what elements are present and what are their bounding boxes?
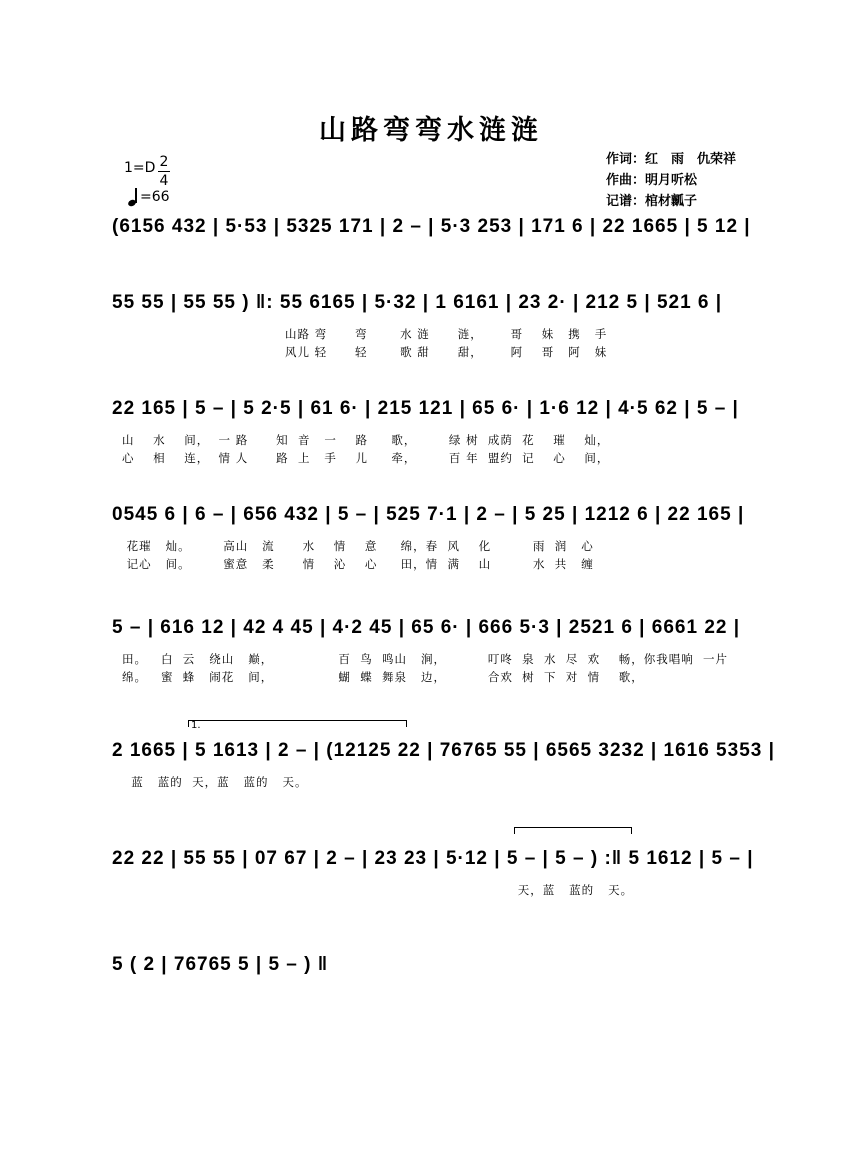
- lyric-verse-2: 心 相 连， 情 人 路 上 手 儿 牵， 百 年 盟约 记 心 间，: [122, 451, 610, 465]
- volta-bracket-2: [514, 827, 632, 834]
- score-line-8: [0, 954, 862, 1054]
- score-line-6: [0, 740, 862, 840]
- notes-line: 5 – | 616 12 | 42 4 45 | 4·2 45 | 65 6· | 666 5·3 | 2521 6 | 6661 22 |: [112, 617, 741, 638]
- tempo-marking: [128, 188, 170, 206]
- key-signature: 1=D: [124, 160, 156, 176]
- score-line-4: [0, 504, 862, 604]
- composer-credit: 作曲：明月听松: [606, 173, 698, 188]
- lyric-verse-1: 山 水 间， 一 路 知 音 一 路 歌， 绿 树 成荫 花 璀 灿，: [122, 433, 610, 447]
- song-title: 山路弯弯水涟涟: [319, 115, 543, 146]
- volta-number: 1.: [191, 720, 201, 731]
- notes-line: 2 1665 | 5 1613 | 2 – | (12125 22 | 76765 55 | 6565 3232 | 1616 5353 |: [112, 740, 775, 761]
- tempo-value: =66: [140, 189, 170, 205]
- notes-line: 0545 6 | 6 – | 656 432 | 5 – | 525 7·1 | 2 – | 5 25 | 1212 6 | 22 165 |: [112, 504, 745, 525]
- lyric-verse-1: 蓝 蓝的 天，蓝 蓝的 天。: [122, 775, 308, 789]
- notes-line: 22 165 | 5 – | 5 2·5 | 61 6· | 215 121 | 65 6· | 1·6 12 | 4·5 62 | 5 – |: [112, 398, 739, 419]
- lyric-verse-2: 风儿 轻 轻 歌 甜 甜， 阿 哥 阿 妹: [122, 345, 608, 359]
- time-signature: [158, 154, 170, 189]
- score-line-5: [0, 617, 862, 717]
- notes-line: (6156 432 | 5·53 | 5325 171 | 2 – | 5·3 253 | 171 6 | 22 1665 | 5 12 |: [112, 216, 751, 237]
- credits: [606, 149, 736, 212]
- notes-line: 5 ( 2 | 76765 5 | 5 – ) ‖: [112, 954, 329, 975]
- notes-line: 55 55 | 55 55 ) ‖: 55 6165 | 5·32 | 1 6161 | 23 2· | 212 5 | 521 6 |: [112, 292, 723, 313]
- time-bottom: 4: [159, 173, 169, 189]
- lyricist-credit: 作词：红 雨 仇荣祥: [606, 152, 737, 167]
- score-line-3: [0, 398, 862, 498]
- transcriber-credit: 记谱：棺材瓤子: [606, 194, 698, 209]
- lyric-verse-2: 记心 间。 蜜意 柔 情 沁 心 田，情 满 山 水 共 缠: [122, 557, 594, 571]
- lyric-verse-1: 天，蓝 蓝的 天。: [122, 883, 634, 897]
- time-top: 2: [159, 154, 169, 170]
- notes-line: 22 22 | 55 55 | 07 67 | 2 – | 23 23 | 5·12 | 5 – | 5 – ) :‖ 5 1612 | 5 – |: [112, 848, 754, 869]
- score-line-7: [0, 848, 862, 948]
- volta-bracket-1: [188, 720, 407, 727]
- lyric-verse-1: 山路 弯 弯 水 涟 涟， 哥 妹 携 手: [122, 327, 608, 341]
- lyric-verse-2: 绵。 蜜 蜂 闹花 间， 蝴 蝶 舞泉 边， 合欢 树 下 对 情 歌，: [122, 670, 644, 684]
- quarter-note-icon: [128, 188, 138, 206]
- lyric-verse-1: 花璀 灿。 高山 流 水 情 意 绵，春 风 化 雨 润 心: [122, 539, 594, 553]
- score-line-2: [0, 292, 862, 392]
- lyric-verse-1: 田。 白 云 绕山 巅， 百 鸟 鸣山 涧， 叮咚 泉 水 尽 欢 畅，你我唱响 一片: [122, 652, 729, 666]
